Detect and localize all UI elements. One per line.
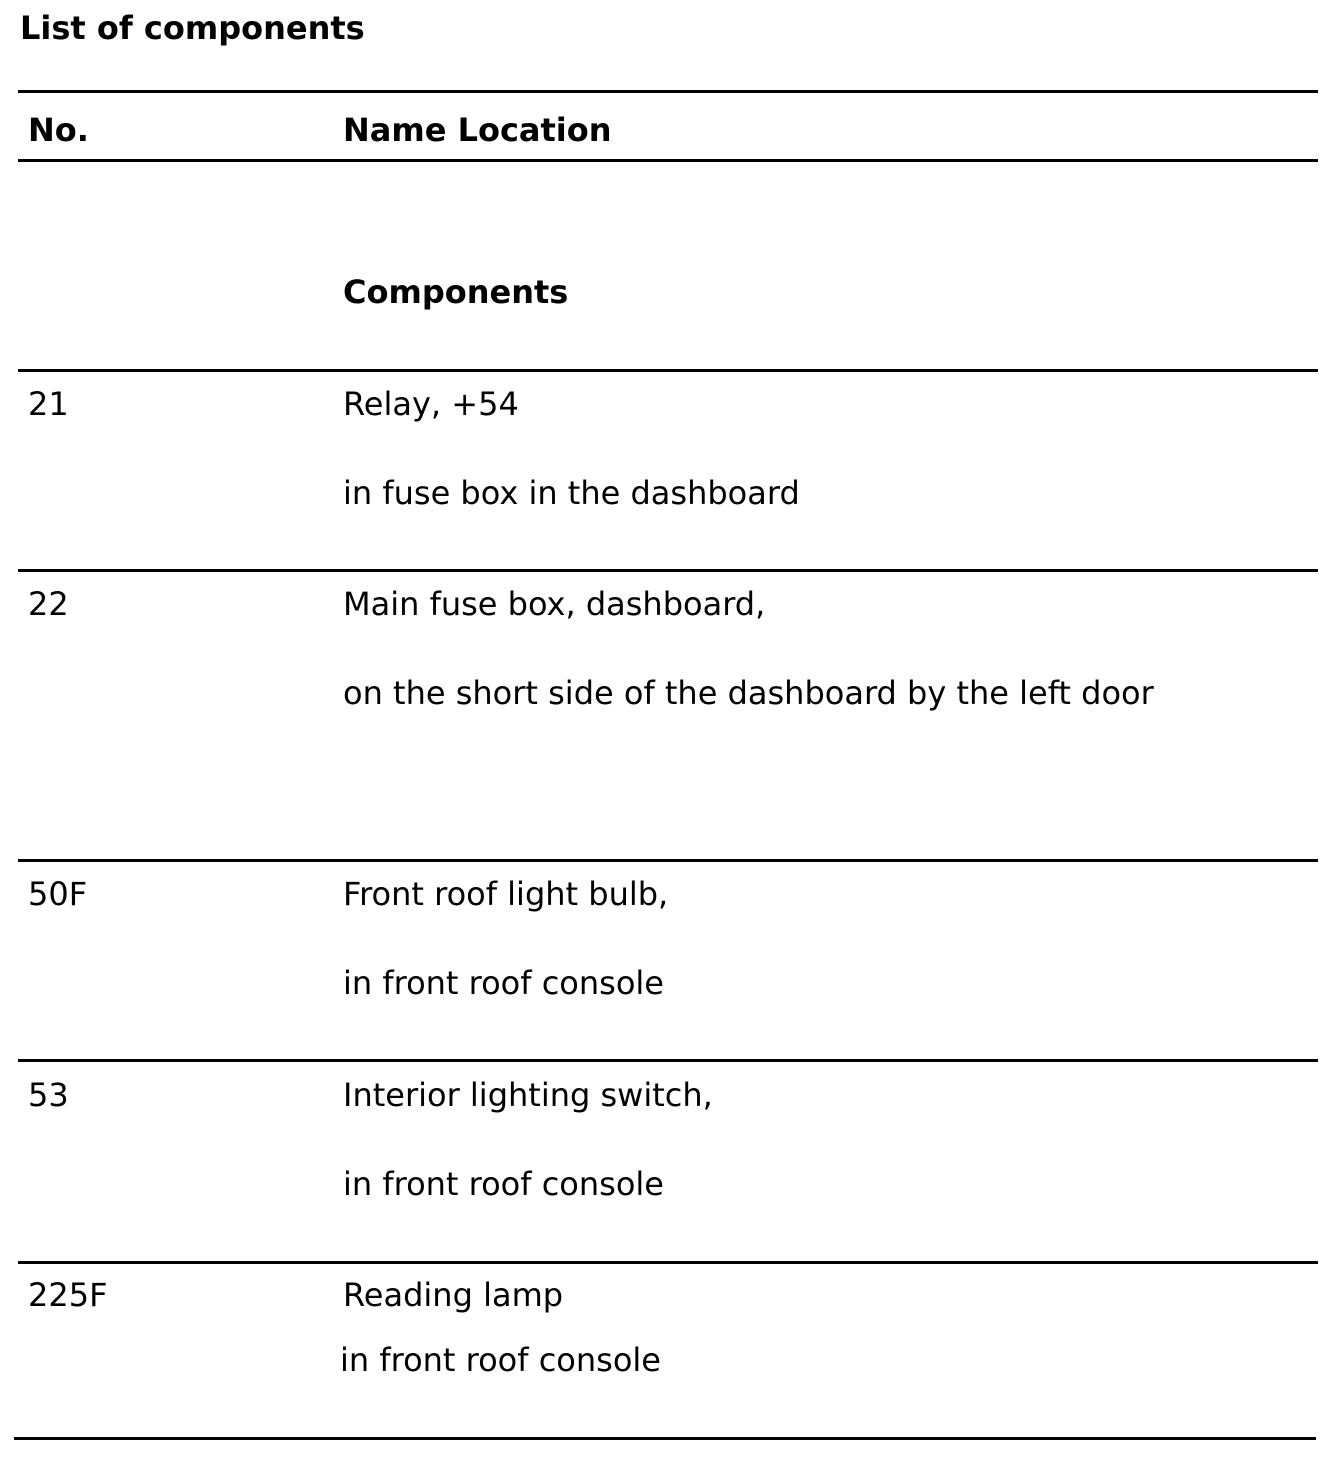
row-name: Main fuse box, dashboard, bbox=[343, 585, 766, 623]
row-name: Reading lamp bbox=[343, 1276, 564, 1314]
header-bottom-rule bbox=[18, 159, 1318, 162]
row-name: Relay, +54 bbox=[343, 385, 519, 423]
row-location: in front roof console bbox=[343, 1165, 664, 1203]
row-number: 50F bbox=[28, 875, 88, 913]
row-divider bbox=[18, 1261, 1318, 1264]
section-heading: Components bbox=[343, 273, 569, 311]
row-location: on the short side of the dashboard by the left door bbox=[343, 674, 1154, 712]
row-name: Front roof light bulb, bbox=[343, 875, 669, 913]
row-number: 53 bbox=[28, 1076, 69, 1114]
row-divider bbox=[18, 369, 1318, 372]
row-location: in fuse box in the dashboard bbox=[343, 474, 800, 512]
row-divider bbox=[18, 569, 1318, 572]
row-number: 225F bbox=[28, 1276, 108, 1314]
table-bottom-rule bbox=[14, 1437, 1316, 1440]
row-name: Interior lighting switch, bbox=[343, 1076, 713, 1114]
row-location: in front roof console bbox=[343, 964, 664, 1002]
row-number: 22 bbox=[28, 585, 69, 623]
table-top-rule bbox=[18, 90, 1318, 93]
column-header-name-location: Name Location bbox=[343, 111, 612, 149]
row-divider bbox=[18, 1059, 1318, 1062]
row-number: 21 bbox=[28, 385, 69, 423]
column-header-no: No. bbox=[28, 111, 89, 149]
row-location: in front roof console bbox=[340, 1341, 661, 1379]
document-title: List of components bbox=[20, 9, 365, 47]
row-divider bbox=[18, 859, 1318, 862]
